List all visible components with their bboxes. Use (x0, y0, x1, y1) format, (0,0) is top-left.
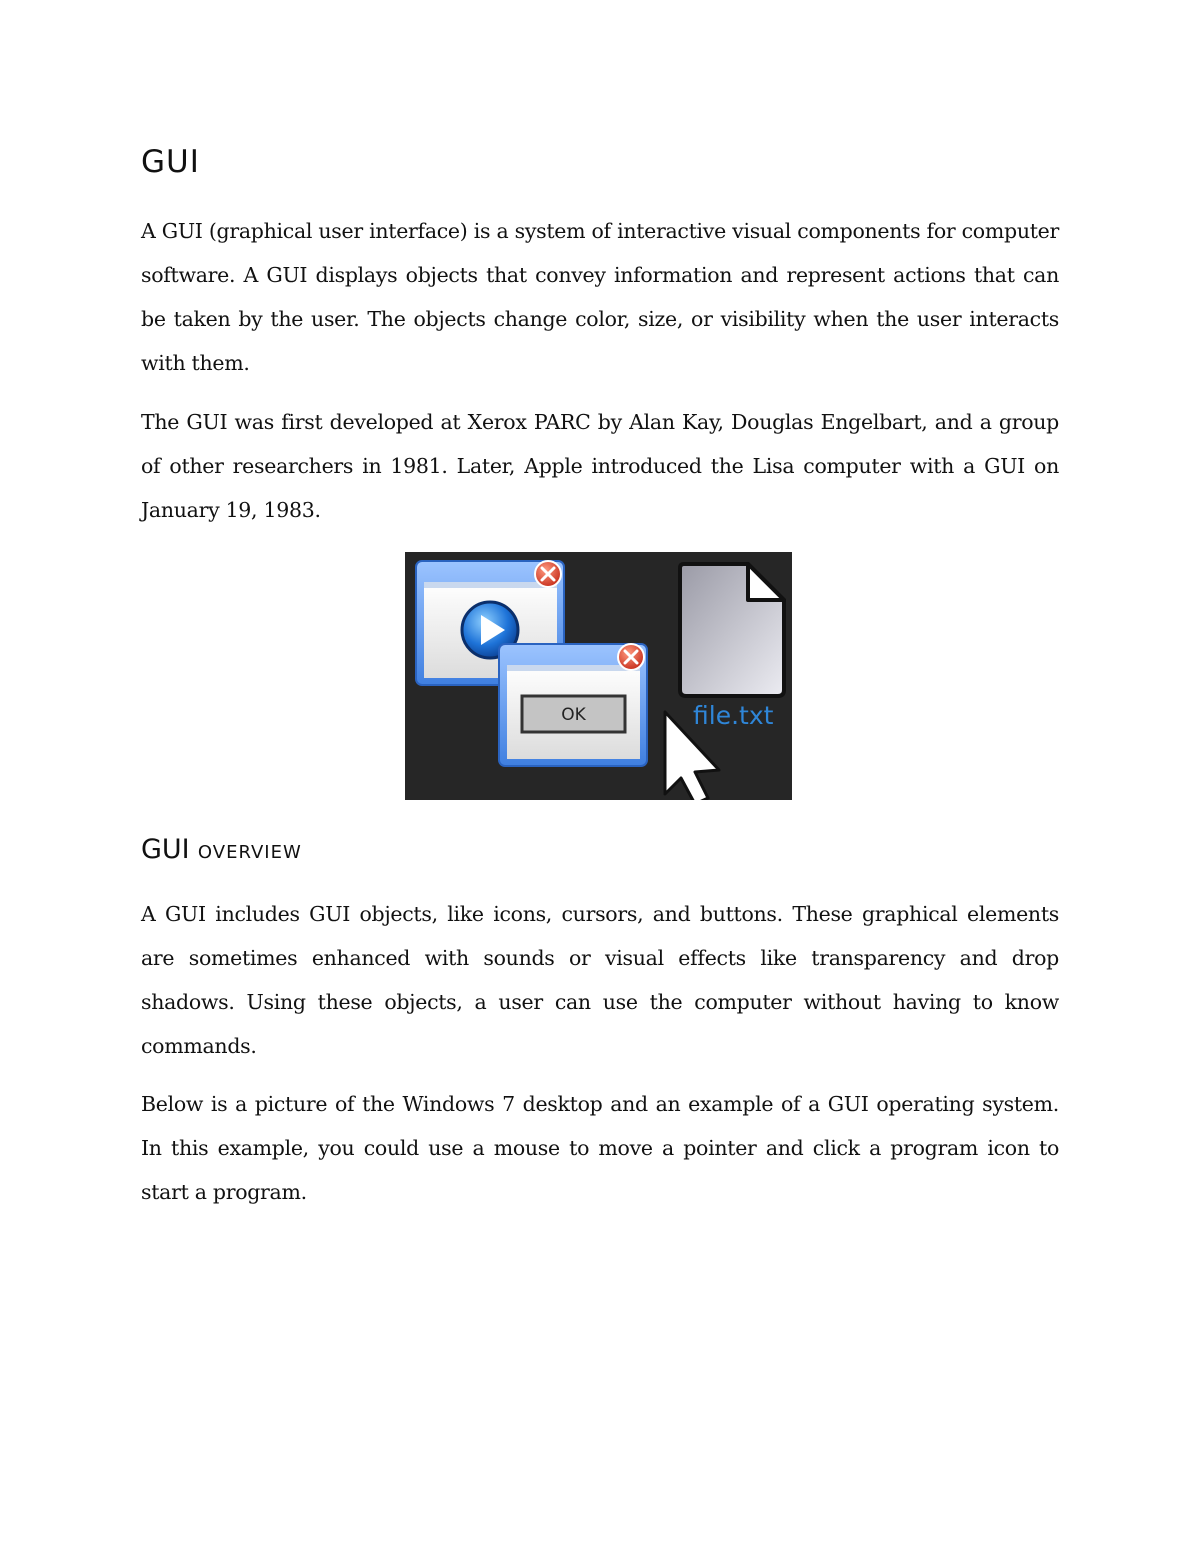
history-paragraph: The GUI was first developed at Xerox PARC by Alan Kay, Douglas Engelbart, and a group of other researchers in 1981. Later, Apple introduced the Lisa computer with a GUI on January 19, 1983. (141, 410, 1059, 522)
file-icon-label: file.txt (693, 701, 774, 730)
ok-button[interactable] (522, 696, 625, 732)
overview-paragraph: A GUI includes GUI objects, like icons, cursors, and buttons. These graphical elements are sometimes enhanced with sounds or visual effects like transparency and drop shadows. Using these objects, a user can use the computer without having to know commands. (141, 902, 1059, 1058)
page-title: GUI (141, 144, 200, 180)
windows-paragraph: Below is a picture of the Windows 7 desktop and an example of a GUI operating system. In this example, you could use a mouse to move a pointer and click a program icon to start a program. (141, 1092, 1059, 1204)
ok-button-label: OK (561, 705, 586, 725)
section-heading (141, 828, 302, 872)
section-heading-lead: GUI (141, 834, 190, 865)
gui-illustration (405, 552, 792, 800)
file-icon[interactable] (680, 564, 784, 696)
section-heading-rest: overview (197, 835, 302, 865)
intro-paragraph: A GUI (graphical user interface) is a system of interactive visual components for computer software. A GUI displays objects that convey information and represent actions that can be taken by the user. The objects change color, size, or visibility when the user interacts with them. (141, 219, 1059, 375)
close-icon[interactable] (618, 644, 644, 670)
close-icon[interactable] (535, 561, 561, 587)
